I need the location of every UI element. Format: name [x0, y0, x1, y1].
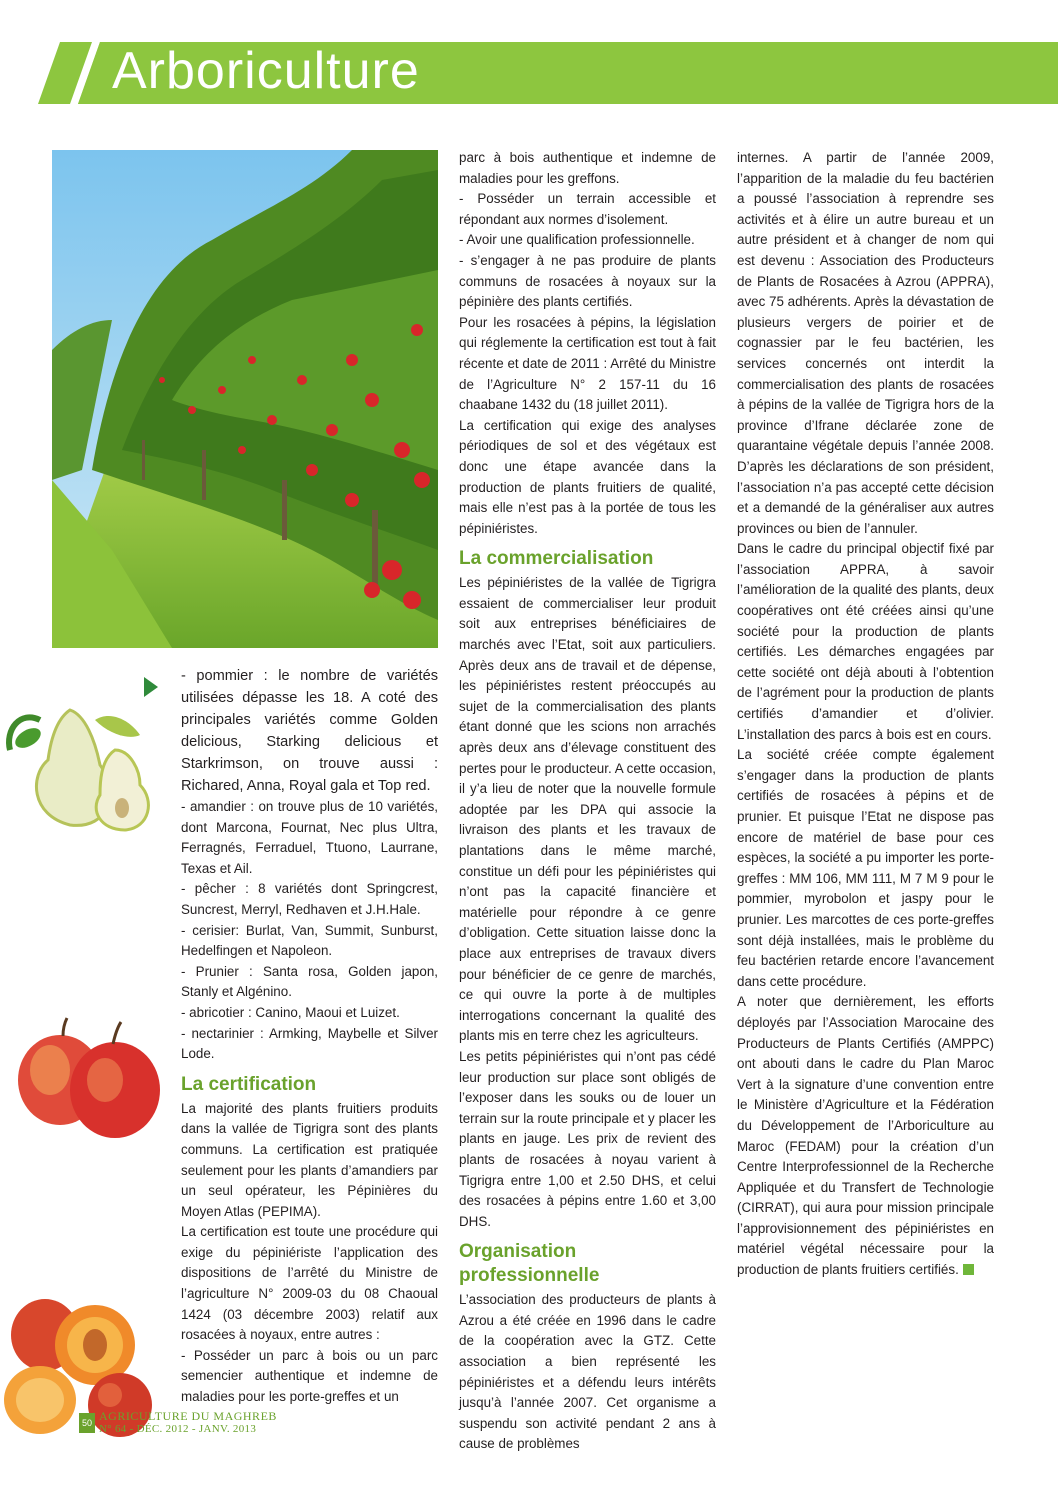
magazine-name: AGRICULTURE DU MAGHREB — [99, 1409, 277, 1423]
paragraph: L’association des producteurs de plants à Azrou a été créée en 1996 dans le cadre de la coopération avec la GTZ. Cette association a bien représenté les pépiniéristes et a défendu leurs intérêts jusqu’à l’année 2007. Cet organisme a suspendu son activité pendant 2 ans à cause de problèmes — [459, 1292, 716, 1452]
pear-icon — [0, 690, 160, 840]
orchard-photo — [52, 150, 438, 648]
list-item: - abricotier : Canino, Maoui et Luizet. — [181, 1004, 400, 1020]
list-item: - Prunier : Santa rosa, Golden japon, Stanly et Algénino. — [181, 963, 438, 1000]
paragraph: - Posséder un parc à bois ou un parc semencier authentique et indemne de maladies pour les porte-greffes et un — [181, 1347, 438, 1405]
paragraph: Les petits pépiniéristes qui n’ont pas cédé leur production sur place sont obligés de l’exposer dans les souks ou de louer un terrain sur la route principale et y placer les plants en jauge. Les prix de revient des plants de rosacées à noyau varient à Tigrigra entre 1,00 et 2.50 DHS, et celui des rosacées à pépins entre 1.60 et 3,00 DHS. — [459, 1048, 716, 1229]
paragraph: La majorité des plants fruitiers produits dans la vallée de Tigrigra sont des plants communs. La certification est pratiquée seulement pour les plants d’amandiers par un seul opérateur, les Pépinières du Moyen Atlas (PEPIMA). — [181, 1100, 438, 1219]
middle-column — [459, 148, 716, 1455]
paragraph: La certification qui exige des analyses périodiques de sol et des végétaux est donc une étape avancée dans la production de plants fruitiers de qualité, mais elle n’est pas à la portée de tous les pépiniéristes. — [459, 417, 716, 536]
left-column — [181, 665, 438, 1408]
end-mark-icon — [963, 1264, 974, 1275]
page-title: Arboriculture — [112, 42, 420, 100]
page-number: 50 — [79, 1413, 95, 1433]
paragraph: internes. A partir de l’année 2009, l’apparition de la maladie du feu bactérien a poussé l’association à reprendre ses activités et à élire un autre bureau et un autre président et à changer de nom qui est devenu : Association des Producteurs de Plants de Rosacées à Azrou (APPRA), avec 75 adhérents. Après la dévastation de plusieurs vergers de poirier et de cognassier par le feu bactérien, les services concernés ont interdit la commercialisation des plants de rosacées à pépins de la vallée de Tigrigra hors de la province d’Ifrane déclarée zone de quarantaine végétale depuis l’année 2008. D’après les déclarations de son président, l’association n’a pas accepté cette décision et a demandé de la généraliser aux autres provinces ou bien de l’annuler. — [737, 150, 994, 536]
varieties-intro: - pommier : le nombre de variétés utilisées dépasse les 18. A coté des principales variétés comme Golden delicious, Starking delicious et Starkrimson, on trouve aussi : Richared, Anna, Royal gala et Top red. — [181, 668, 438, 794]
section-heading-organisation: Organisation professionnelle — [459, 1241, 600, 1287]
header-chevron — [0, 42, 110, 104]
apple-icon — [5, 1010, 165, 1140]
paragraph: - s’engager à ne pas produire de plants communs de rosacées à noyaux sur la pépinière des plants certifiés. — [459, 252, 716, 310]
paragraph-final — [737, 992, 994, 1280]
paragraph: Pour les rosacées à pépins, la législation qui réglemente la certification est tout à fait récente et date de 2011 : Arrêté du Ministre de l’Agriculture N° 2 157-11 du 16 chaabane 1432 du (18 juillet 2011). — [459, 314, 716, 413]
section-heading-certification: La certification — [181, 1073, 317, 1095]
paragraph: Les pépiniéristes de la vallée de Tigrigra essaient de commercialiser leur produit soit aux entreprises bénéficiaires de marchés avec l’Etat, soit aux particuliers. Après deux ans de travail et de dépense, les pépiniéristes restent préoccupés au sujet de la commercialisation des plants étant donné que les scions non arrachés après deux ans d’élevage constituent des pertes pour le producteur. A cette occasion, il y’a lieu de noter que la nouvelle formule adoptée par les DPA qui associe la livraison des plants et les travaux de plantations dans le même marché, constitue un défi pour les pépiniéristes qui n’ont pas la capacité financière et matérielle pour répondre à ce genre d’obligation. Cette situation laisse donc la place aux entreprises de travaux divers pour bénéficier de ce genre de marchés, ce qui ouvre la porte à de multiples interrogations concernant la qualité des plants mis en terre chez les agriculteurs. — [459, 575, 716, 1044]
list-item: - nectarinier : Armking, Maybelle et Silver Lode. — [181, 1025, 438, 1062]
issue-info: N° 64 - DÉC. 2012 - JANV. 2013 — [99, 1423, 257, 1435]
paragraph: parc à bois authentique et indemne de maladies pour les greffons. — [459, 150, 716, 186]
paragraph-final-text: A noter que dernièrement, les efforts déployés par l’Association Marocaine des Producteurs de Plants Certifiés (AMPPC) ont abouti dans le cadre du Plan Maroc Vert à la signature d’une convention entre le Ministère d’Agriculture et la Fédération du Développement de l’Arboriculture au Maroc (FEDAM) pour la création d’un Centre Interprofessionnel de la Recherche Appliquée et du Transfert de Technologie (CIRRAT), qui aura pour mission principale l’approvisionnement des pépiniéristes en matériel végétal nécessaire pour la production de plants fruitiers certifiés. — [737, 994, 994, 1278]
list-item: - pêcher : 8 variétés dont Springcrest, Suncrest, Merryl, Redhaven et J.H.Hale. — [181, 881, 438, 917]
paragraph: - Avoir une qualification professionnelle. — [459, 232, 695, 248]
paragraph: Dans le cadre du principal objectif fixé par l’association APPRA, à savoir l’amélioration de la qualité des plants, deux coopératives ont été créées ainsi qu’une société pour la production de plants certifiés. Les démarches engagées par cette société ont déjà abouti à l’obtention de l’agrément pour la production de plants certifiés d’amandier et d’olivier. L’installation des parcs à bois est en cours. — [737, 541, 994, 742]
list-item: - cerisier: Burlat, Van, Summit, Sunburst, Hedelfingen et Napoleon. — [181, 922, 438, 959]
paragraph: - Posséder un terrain accessible et répondant aux normes d’isolement. — [459, 191, 716, 227]
list-item: - amandier : on trouve plus de 10 variétés, dont Marcona, Fournat, Nec plus Ultra, Ferragnés, Ferraduel, Ttuono, Laurrane, Texas et Ail. — [181, 799, 438, 876]
section-heading-commercialisation: La commercialisation — [459, 548, 654, 570]
right-column — [737, 148, 994, 1281]
paragraph: La société créée compte également s’engager dans la production de plants certifiés de rosacées à pépins et de prunier. Et puisque l’Etat ne dispose pas encore de matériel de base pour ces espèces, la société a pu importer les porte-greffes : MM 106, MM 111, M 7 M 9 pour le pommier, myrobolon et jaspy pour le prunier. Les marcottes de ces porte-greffes sont déjà installées, mais le problème du feu bactérien retarde encore l’avancement dans cette procédure. — [737, 747, 994, 989]
paragraph: La certification est toute une procédure qui exige du pépiniériste l’application des dispositions de l’arrêté du Ministre de l’agriculture N° 2009-03 du 08 Chaoual 1424 (03 décembre 2003) relatif aux rosacées à noyaux, entre autres : — [181, 1224, 438, 1343]
